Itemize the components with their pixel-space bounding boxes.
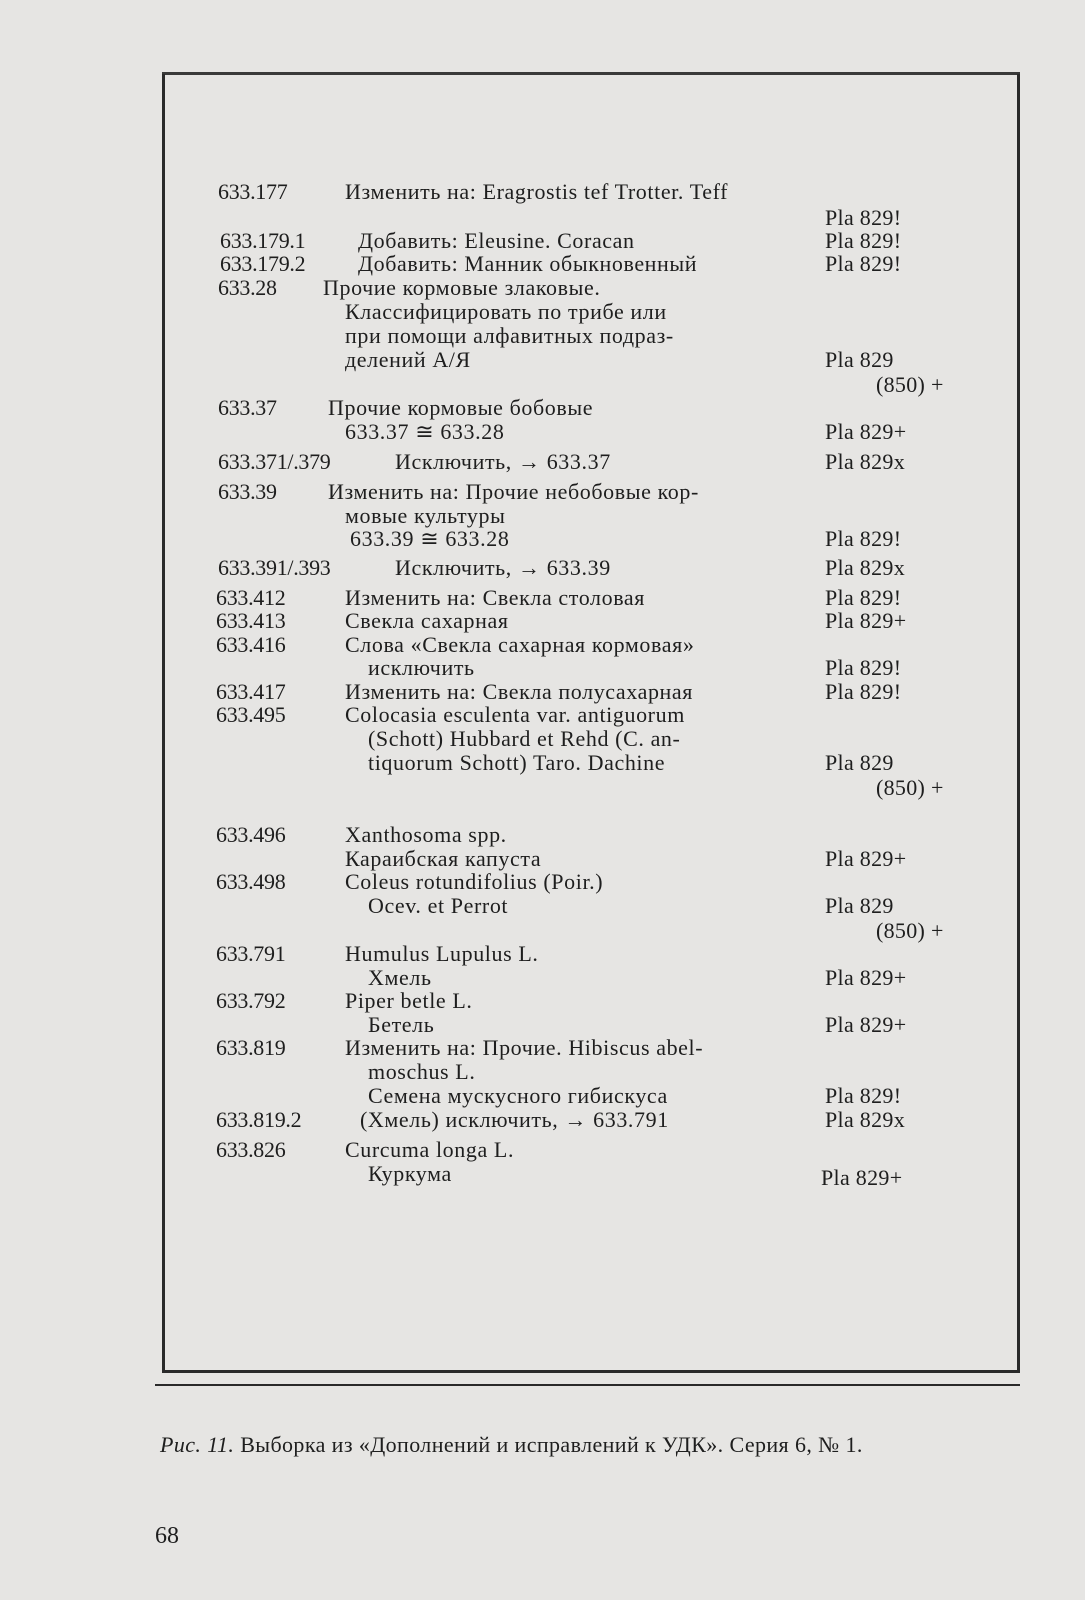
entry-number: 633.792 [216, 988, 286, 1013]
entry-number: 633.177 [218, 179, 288, 204]
entry-class: (850) + [876, 775, 944, 800]
entry-number: 633.371/.379 [218, 449, 331, 474]
entry-text: Прочие кормовые бобовые [328, 395, 594, 420]
entry-text: (Schott) Hubbard et Rehd (C. an- [368, 726, 681, 751]
entry-number: 633.791 [216, 941, 286, 966]
entry-text: Хмель [368, 965, 432, 990]
entry-text: Свекла сахарная [345, 608, 509, 633]
page-number: 68 [155, 1523, 179, 1549]
entry-class: Pla 829 [825, 893, 894, 918]
entry-text: Изменить на: Свекла столовая [345, 585, 645, 610]
entry-text: мовые культуры [345, 503, 506, 528]
entry-text: Colocasia esculenta var. antiguorum [345, 702, 685, 727]
entry-class: Pla 829! [825, 585, 902, 610]
figure-caption [160, 1432, 863, 1458]
entry-text: Изменить на: Прочие. Hibiscus abel- [345, 1035, 704, 1060]
entry-text: исключить [368, 655, 475, 680]
entry-number: 633.391/.393 [218, 555, 331, 580]
entry-number: 633.417 [216, 679, 286, 704]
entry-number: 633.179.2 [220, 251, 306, 276]
entry-class: Pla 829+ [825, 1012, 907, 1037]
entry-class: Pla 829! [825, 679, 902, 704]
entry-number: 633.413 [216, 608, 286, 633]
entry-number: 633.179.1 [220, 228, 306, 253]
entry-class: Pla 829! [825, 228, 902, 253]
entry-text: Curcuma longa L. [345, 1137, 515, 1162]
entry-class: Pla 829+ [825, 965, 907, 990]
figure-label: Рис. 11. [160, 1432, 235, 1457]
entry-number: 633.28 [218, 275, 277, 300]
entry-text: moschus L. [368, 1059, 476, 1084]
entry-text: Изменить на: Свекла полусахарная [345, 679, 694, 704]
entry-class: Pla 829+ [825, 846, 907, 871]
entry-class: Pla 829x [825, 449, 906, 474]
entry-class: Pla 829! [825, 251, 902, 276]
entry-text: 633.37 ≅ 633.28 [345, 419, 505, 444]
entry-class: (850) + [876, 918, 944, 943]
entry-text: Караибская капуста [345, 846, 542, 871]
entry-class: Pla 829x [825, 555, 906, 580]
entry-number: 633.39 [218, 479, 277, 504]
entry-text: при помощи алфавитных подраз- [345, 323, 674, 348]
entry-text: Humulus Lupulus L. [345, 941, 539, 966]
entry-number: 633.496 [216, 822, 286, 847]
entry-text: Бетель [368, 1012, 435, 1037]
entry-text: (Хмель) исключить, → 633.791 [360, 1107, 669, 1132]
entry-class: Pla 829+ [825, 419, 907, 444]
entry-class: (850) + [876, 372, 944, 397]
entry-text: Исключить, → 633.39 [395, 555, 611, 580]
entry-text: Слова «Свекла сахарная кормовая» [345, 632, 695, 657]
entry-text: tiquorum Schott) Taro. Dachine [368, 750, 666, 775]
caption-text: Выборка из «Дополнений и исправлений к УДК». Серия 6, № 1. [240, 1432, 863, 1457]
entry-class: Pla 829+ [821, 1165, 903, 1190]
entry-class: Pla 829x [825, 1107, 906, 1132]
entry-number: 633.819.2 [216, 1107, 302, 1132]
entry-text: делений А/Я [345, 347, 471, 372]
entry-text: Ocev. et Perrot [368, 893, 509, 918]
entry-number: 633.416 [216, 632, 286, 657]
entry-class: Pla 829 [825, 347, 894, 372]
entry-number: 633.498 [216, 869, 286, 894]
entry-text: Классифицировать по трибе или [345, 299, 667, 324]
entry-number: 633.495 [216, 702, 286, 727]
entry-text: Coleus rotundifolius (Poir.) [345, 869, 604, 894]
entry-text: Добавить: Eleusine. Coracan [358, 228, 635, 253]
entry-text: Изменить на: Прочие небобовые кор- [328, 479, 699, 504]
entry-text: Изменить на: Eragrostis tef Trotter. Teff [345, 179, 729, 204]
entry-text: Семена мускусного гибискуса [368, 1083, 668, 1108]
bottom-rule [155, 1384, 1020, 1386]
entry-text: Исключить, → 633.37 [395, 449, 611, 474]
entry-class: Pla 829! [825, 1083, 902, 1108]
entry-class: Pla 829! [825, 526, 902, 551]
entry-class: Pla 829 [825, 750, 894, 775]
entry-number: 633.819 [216, 1035, 286, 1060]
entry-class: Pla 829! [825, 205, 902, 230]
entry-number: 633.412 [216, 585, 286, 610]
entry-text: Добавить: Манник обыкновенный [358, 251, 698, 276]
entry-class: Pla 829! [825, 655, 902, 680]
entry-text: 633.39 ≅ 633.28 [350, 526, 510, 551]
entry-number: 633.826 [216, 1137, 286, 1162]
entry-text: Xanthosoma spp. [345, 822, 507, 847]
entry-number: 633.37 [218, 395, 277, 420]
entry-class: Pla 829+ [825, 608, 907, 633]
entry-text: Piper betle L. [345, 988, 473, 1013]
entry-text: Прочие кормовые злаковые. [323, 275, 601, 300]
entry-text: Куркума [368, 1161, 452, 1186]
